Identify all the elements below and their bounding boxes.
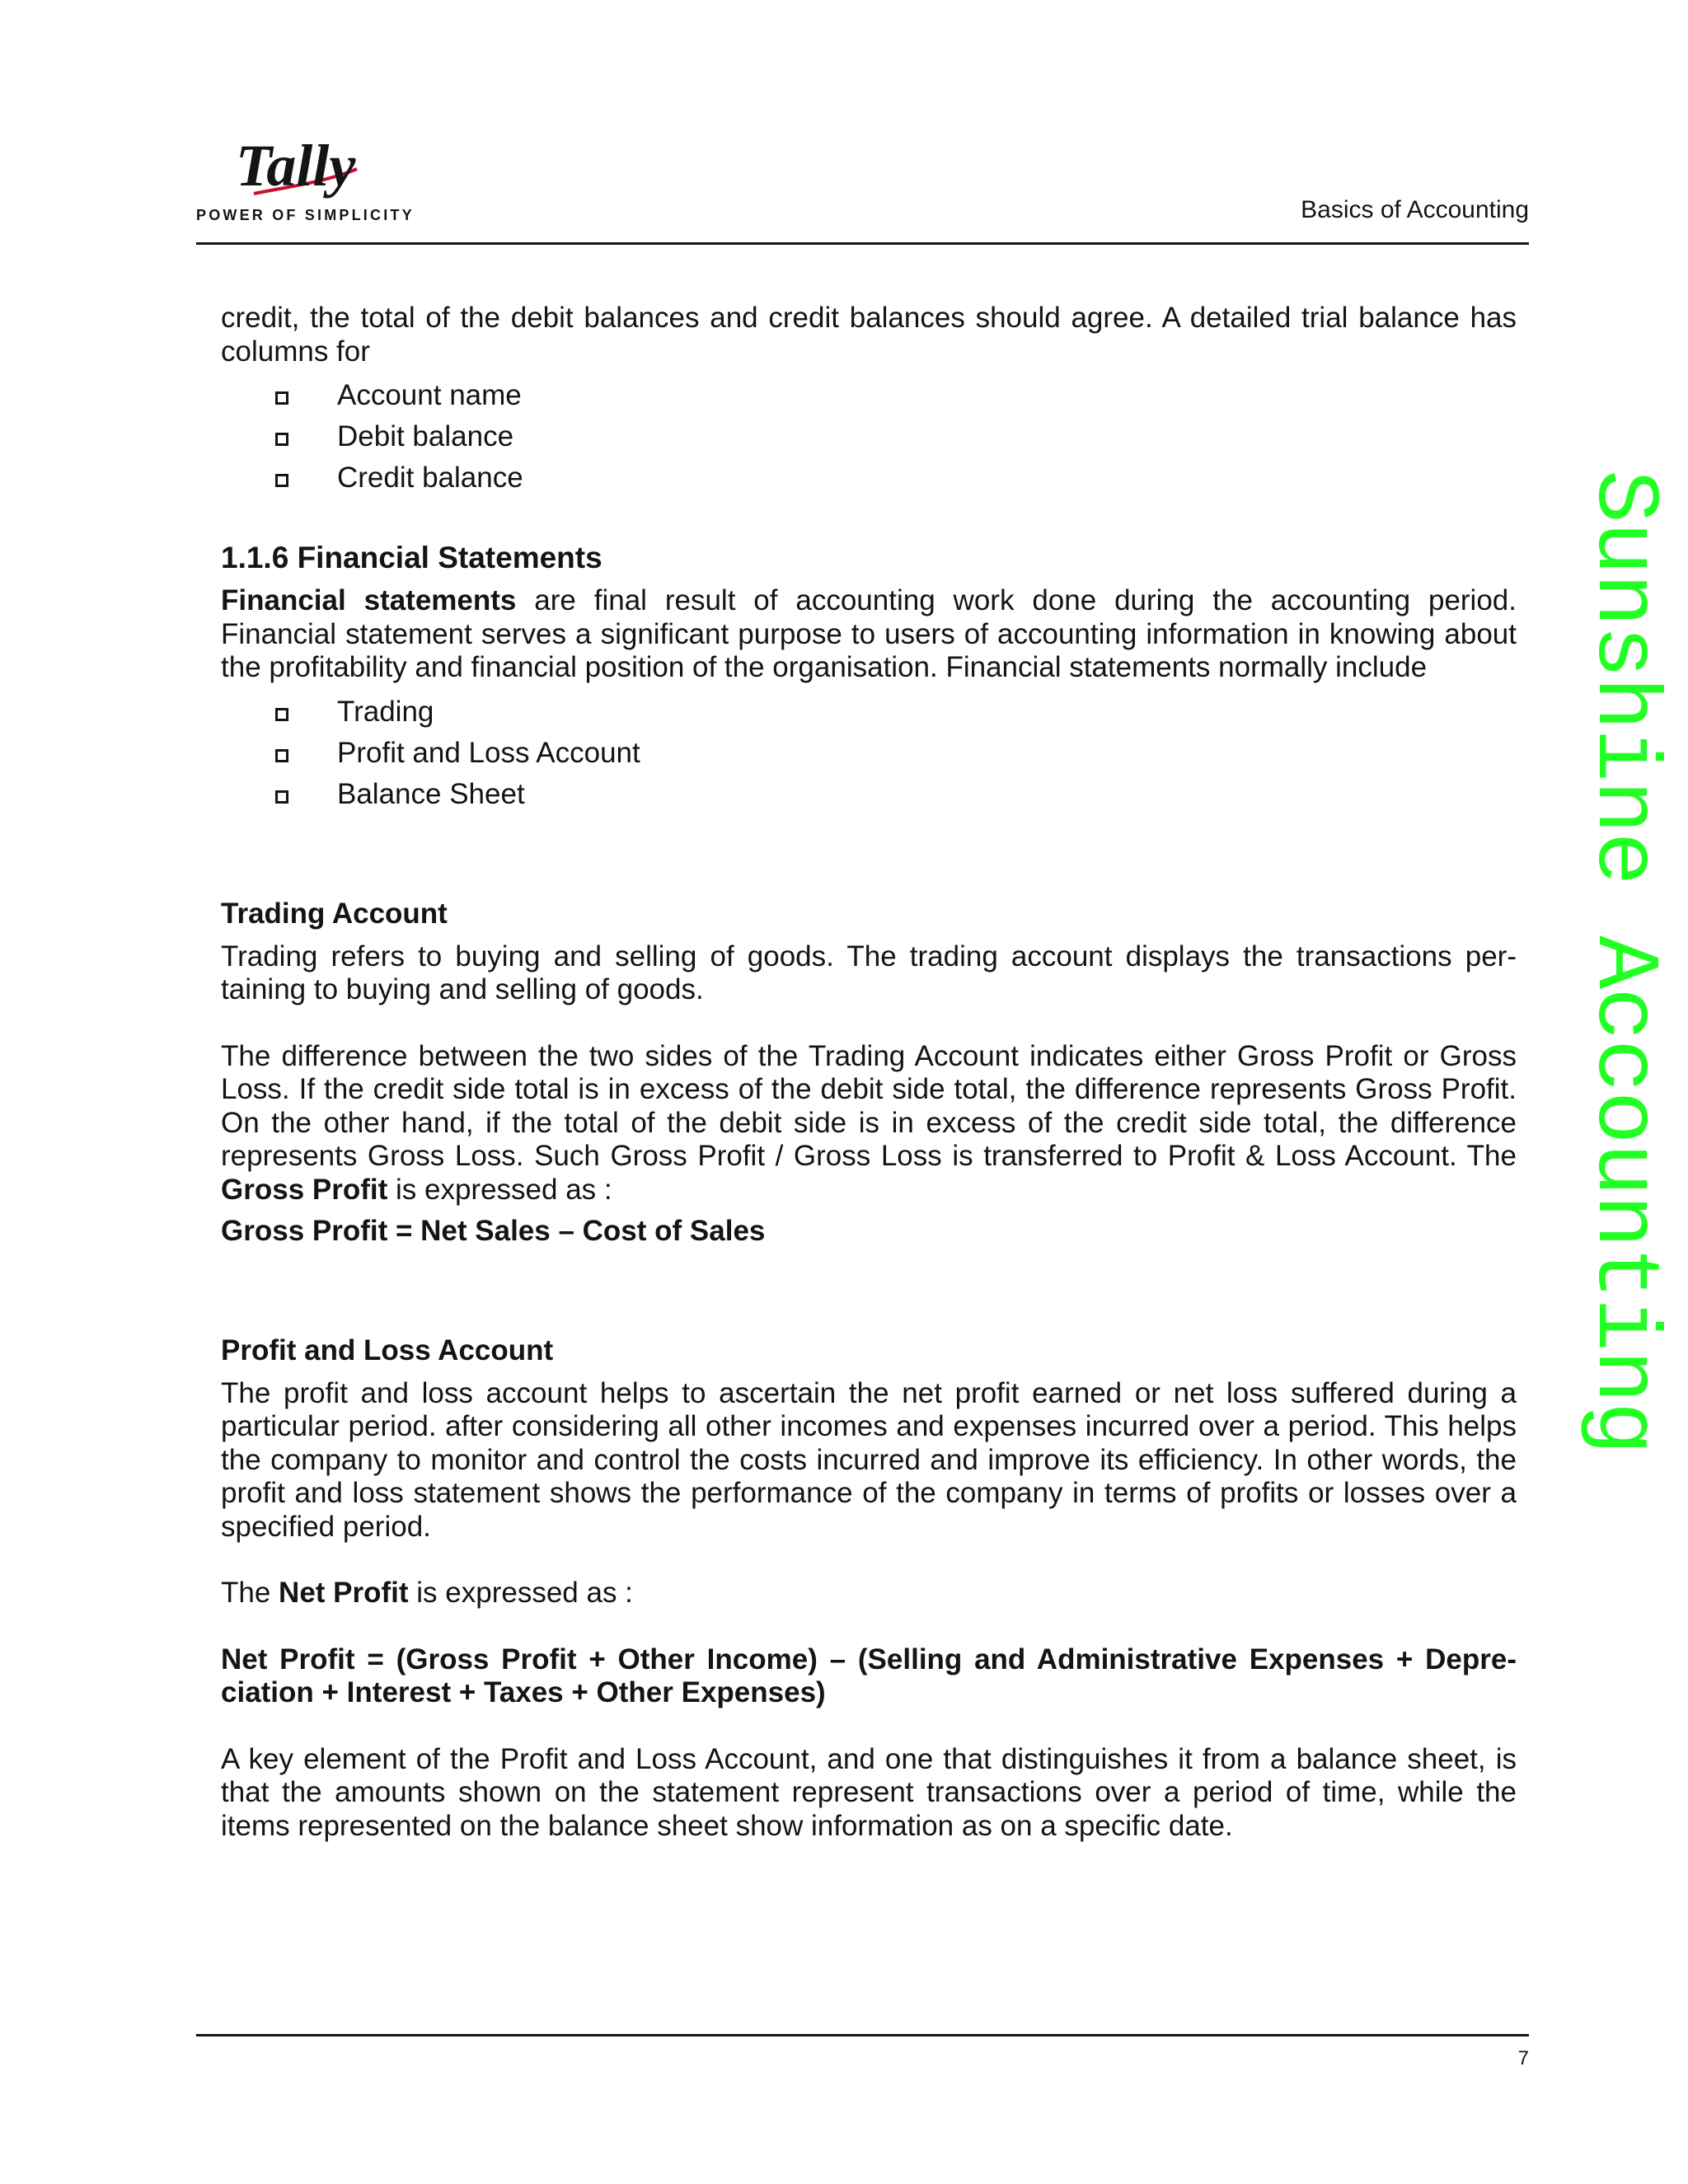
square-bullet-icon: [275, 790, 288, 804]
financial-statements-list: [221, 691, 1517, 815]
square-bullet-icon: [275, 474, 288, 487]
header-rule: [196, 242, 1529, 245]
profit-loss-heading: Profit and Loss Account: [221, 1333, 554, 1366]
net-profit-formula: Net Profit = (Gross Profit + Other Income) – (Selling and Administrative Expenses + Depre- ciation + Interest + Taxes + Other Expenses): [221, 1643, 1517, 1708]
financial-statements-heading: 1.1.6 Financial Statements: [221, 541, 603, 574]
square-bullet-icon: [275, 708, 288, 721]
square-bullet-icon: [275, 749, 288, 762]
list-item: Balance Sheet: [221, 774, 1517, 815]
square-bullet-icon: [275, 391, 288, 405]
watermark-text: Sunshine Accounting: [1573, 470, 1673, 1454]
trading-account-heading: Trading Account: [221, 897, 448, 930]
trial-balance-columns-list: [221, 375, 1517, 499]
footer-rule: [196, 2034, 1529, 2036]
tally-logo: [196, 133, 415, 227]
list-item: Account name: [221, 375, 1517, 416]
trading-account-paragraph-2: The difference between the two sides of the Trading Account indicates either Gross Profit or Gross Loss. If the credit side total is in excess of the debit side total, the difference represents Gross Profit. On the other hand, if the total of the debit side is in excess of the credit side total, the difference represents Gross Loss. Such Gross Profit / Gross Loss is transferred to Profit & Loss Account. The Gross Profit is expressed as :: [221, 1039, 1517, 1206]
page-content: [221, 302, 1517, 1843]
net-profit-intro: The Net Profit is expressed as :: [221, 1577, 633, 1609]
financial-statements-paragraph: Financial statements are final result of accounting work done during the accounting period. Financial statement serves a significant purpose to users of accounting information in knowing about the profitability and financial position of the organisation. Financial statements normally include: [221, 584, 1517, 683]
intro-paragraph: credit, the total of the debit balances and credit balances should agree. A detailed trial balance has columns for: [221, 302, 1517, 368]
list-item: Debit balance: [221, 416, 1517, 457]
square-bullet-icon: [275, 433, 288, 446]
list-item: Profit and Loss Account: [221, 733, 1517, 774]
profit-loss-paragraph-2: A key element of the Profit and Loss Account, and one that distinguishes it from a balance sheet, is that the amounts shown on the statement represent transactions over a period of time, while the items represented on the balance sheet show information as on a specific date.: [221, 1742, 1517, 1842]
gross-profit-formula: Gross Profit = Net Sales – Cost of Sales: [221, 1215, 766, 1247]
page-number: 7: [1517, 2047, 1529, 2069]
list-item: Trading: [221, 691, 1517, 733]
logo-wordmark: Tally: [236, 133, 356, 199]
list-item: Credit balance: [221, 457, 1517, 499]
profit-loss-paragraph-1: The profit and loss account helps to ascertain the net profit earned or net loss suffered during a particular period. after considering all other incomes and expenses incurred over a period. This helps the company to monitor and control the costs incurred and improve its efficiency. In other words, the profit and loss statement shows the performance of the company in terms of profits or losses over a specified period.: [221, 1376, 1517, 1543]
section-title: Basics of Accounting: [1301, 196, 1529, 223]
logo-tagline: POWER OF SIMPLICITY: [196, 207, 415, 223]
trading-account-paragraph-1: Trading refers to buying and selling of goods. The trading account displays the transactions pertaining to buying and selling of goods.: [221, 940, 1517, 1005]
